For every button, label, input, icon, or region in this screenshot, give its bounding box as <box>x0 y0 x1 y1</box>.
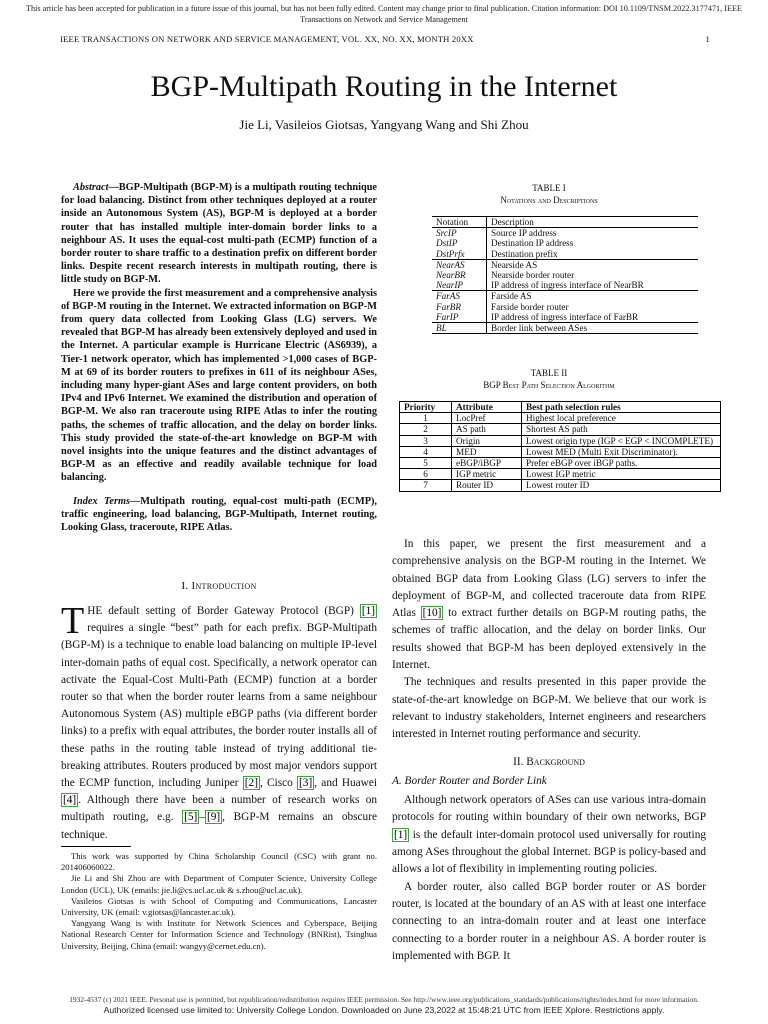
footnotes <box>61 851 377 952</box>
table-row <box>400 424 721 435</box>
table-row <box>432 259 698 270</box>
table2-caption <box>392 367 706 391</box>
intro-text-1: requires a single “best” path for each prefix. BGP-Multipath (BGP-M) is a technique to enable load balancing on multiple IP-level inter-domain paths of equal cost. Specifically, a network operator can activate the Equal-Cost Multi-Path (ECMP) function at a border router so that when the border router learns from a same neighbour Autonomous System (AS) multiple eBGP paths (via different border links) to a prefix with equal attributes, the border router installs all of these paths in the routing table instead of trying additional tie-breaking attributes. Routers produced by most major vendors support the ECMP function, including Juniper <box>61 622 377 790</box>
page-number: 1 <box>705 34 710 44</box>
table-row <box>432 249 698 260</box>
table-cell: Origin <box>452 435 522 446</box>
table-cell: IP address of ingress interface of NearBR <box>491 280 644 291</box>
table-cell: BL <box>432 323 487 334</box>
intro-text-3: , and Huawei <box>314 777 377 790</box>
index-terms-text: —Multipath routing, equal-cost multi-path (ECMP), traffic engineering, load balancing, BGP-Multipath, Internet routing, Looking Glass, traceroute, RIPE Atlas. <box>61 495 377 534</box>
para-text: In this paper, we present the first measurement and a comprehensive analysis on the BGP-M routing in the Internet. We obtained BGP data from Looking Glass (LG) servers to infer the deployment of BGP-M, and collected traceroute data from RIPE Atlas <box>392 538 706 620</box>
citation-link[interactable]: [5] <box>184 811 198 824</box>
table-cell: Border link between ASes <box>487 323 699 334</box>
footnote: Yangyang Wang is with Institute for Network Sciences and Cyberspace, Beijing National Research Center for Information Science and Technology (BNRist), Tsinghua University, Beijing, China (email: wangyy@cernet.edu.cn). <box>61 918 377 951</box>
table-header-row <box>432 217 698 228</box>
table-header-cell: Priority <box>400 402 452 413</box>
table-cell: Farside border router <box>491 301 569 312</box>
right-column-text <box>392 536 706 965</box>
table-cell: 7 <box>400 480 452 491</box>
table-row <box>400 413 721 424</box>
table-row <box>400 480 721 491</box>
table-cell: NearAS <box>432 259 487 270</box>
abstract-p1 <box>61 181 377 287</box>
intro-text-2: , Cisco <box>259 777 298 790</box>
table-cell: eBGP/iBGP <box>452 458 522 469</box>
abstract <box>61 181 377 534</box>
citation-link[interactable]: [10] <box>422 607 442 620</box>
table-cell: SrcIP <box>432 228 487 239</box>
license-footer: Authorized licensed use limited to: University College London. Downloaded on June 23,2022 at 15:48:21 UTC from IEEE Xplore. Restrictions apply. <box>103 1005 665 1015</box>
table-cell: AS path <box>452 424 522 435</box>
table-cell: Destination IP address <box>491 238 574 249</box>
footnote: This work was supported by China Scholarship Council (CSC) with grant no. 201406060022. <box>61 851 377 873</box>
table-cell: 4 <box>400 446 452 457</box>
paragraph <box>392 792 706 878</box>
paragraph <box>392 536 706 674</box>
best-path-table <box>399 401 721 492</box>
citation-link[interactable]: [9] <box>206 811 221 824</box>
table-cell: FarIP <box>432 312 487 323</box>
table-cell: IP address of ingress interface of FarBR <box>491 311 639 322</box>
publication-notice: This article has been accepted for publication in a future issue of this journal, but has not been fully edited. Content may change prior to final publication. Citation information: DOI 10.1109/TNSM.2022.3177471, IEEE Transactions on Network and Service Management <box>26 4 742 24</box>
section-introduction-heading: I. Introduction <box>181 580 257 592</box>
table-cell: 6 <box>400 469 452 480</box>
running-head <box>60 34 710 44</box>
table-row <box>432 238 698 248</box>
paper-authors: Jie Li, Vasileios Giotsas, Yangyang Wang and Shi Zhou <box>239 117 529 132</box>
abstract-label: Abstract <box>73 182 109 193</box>
table-cell: Lowest MED (Multi Exit Discriminator). <box>522 446 721 457</box>
table-cell: Router ID <box>452 480 522 491</box>
table-cell: 2 <box>400 424 452 435</box>
intro-text-4: . Although there have been a number of research works on multipath routing, e.g. <box>61 794 377 824</box>
table1-label: TABLE I <box>532 183 566 193</box>
table-cell: 3 <box>400 435 452 446</box>
table-row <box>400 469 721 480</box>
table-row <box>400 446 721 457</box>
footnote: Vasileios Giotsas is with School of Computing and Communications, Lancaster University, UK (email: v.giotsas@lancaster.ac.uk). <box>61 895 377 918</box>
table-row <box>400 435 721 446</box>
table-row <box>432 291 698 302</box>
table-cell: Nearside AS <box>487 259 699 270</box>
table-header-cell: Notation <box>432 217 487 228</box>
footnote-rule <box>61 846 131 847</box>
table-header-row <box>400 402 721 413</box>
table-cell: NearBR <box>432 270 487 280</box>
table-cell: NearIP <box>432 280 487 291</box>
index-terms-label: Index Terms <box>73 495 130 507</box>
intro-text-5: – <box>199 811 205 824</box>
table-cell: 1 <box>400 413 452 424</box>
section-background-heading: II. Background <box>513 755 585 768</box>
introduction-text <box>61 600 377 844</box>
table-row <box>432 312 698 323</box>
intro-text-lead: HE default setting of Border Gateway Protocol (BGP) <box>87 605 360 617</box>
table-cell: FarBR <box>432 302 487 312</box>
table2-label: TABLE II <box>530 368 568 378</box>
table-row <box>432 228 698 239</box>
intro-text-6: , BGP-M remains an obscure technique. <box>61 811 377 841</box>
para-text: Although network operators of ASes can use various intra-domain protocols for routing within boundary of their own networks, BGP <box>392 794 706 824</box>
table-cell: DstIP <box>432 238 487 248</box>
table-row <box>432 280 698 291</box>
table-cell: Shortest AS path <box>522 424 721 435</box>
table1-caption <box>392 182 706 206</box>
paragraph: The techniques and results presented in this paper provide the state-of-the-art knowledge on BGP-M. We believe that our work is relevant to industry stakeholders, Internet engineers and researchers interested in Internet routing performance and security. <box>392 676 706 741</box>
table2-title: BGP Best Path Selection Algorithm <box>483 380 615 390</box>
table-cell: IGP metric <box>452 469 522 480</box>
paper-title: BGP-Multipath Routing in the Internet <box>150 70 618 103</box>
table-cell: Farside AS <box>487 291 699 302</box>
drop-cap: T <box>61 600 85 642</box>
index-terms <box>61 495 377 535</box>
table-cell: DstPrfx <box>432 249 487 260</box>
abstract-text-1: —BGP-Multipath (BGP-M) is a multipath routing technique for load balancing. Distinct from other techniques deployed at a router inside an Autonomous System (AS), BGP-M is deployed at a border router that has installed multiple inter-domain border links to a neighbour AS. It uses the equal-cost multi-path (ECMP) function of a border router to share traffic to a destination prefix on different border links. Despite recent research interests in multipath routing, there is little study on BGP-M. <box>61 182 377 286</box>
table-cell: Lowest origin type (IGP < EGP < INCOMPLETE) <box>522 435 721 446</box>
table-row <box>432 323 698 334</box>
table-cell: Destination prefix <box>491 248 558 259</box>
copyright-footer: 1932-4537 (c) 2021 IEEE. Personal use is permitted, but republication/redistribution requires IEEE permission. See http://www.ieee.org/publications_standards/publications/rights/index.html for more information. <box>69 995 699 1004</box>
table-cell: Nearside border router <box>491 270 575 281</box>
para-text: is the default inter-domain protocol used universally for routing among ASes throughout the global Internet. BGP is policy-based and allows a lot of flexibility in implementing routing policies. <box>392 828 706 876</box>
table-cell: 5 <box>400 458 452 469</box>
citation-link[interactable]: [1] <box>361 605 375 617</box>
table-cell: FarAS <box>432 291 487 302</box>
citation-link[interactable]: [2] <box>244 777 258 790</box>
subsection-heading: A. Border Router and Border Link <box>392 774 547 787</box>
abstract-p2: Here we provide the first measurement and a comprehensive analysis of BGP-M routing in the Internet. We extracted information on BGP-M from query data collected from Looking Glass (LG) servers. We revealed that BGP-M has already been extensively deployed and used in the Internet. A particular example is Hurricane Electric (AS6939), a Tier-1 network operator, which has implemented >1,000 cases of BGP-M at 69 of its border routers to prefixes in 611 of its neighbour ASes, including many hyper-giant ASes and large content providers, on both IPv4 and IPv6 Internet. We examined the distribution and operation of BGP-M. We also ran traceroute using RIPE Atlas to infer the routing paths, the schemes of traffic allocation, and the delay on border links. This study provided the state-of-the-art knowledge on BGP-M with novel insights into the unique features and the distinct advantages of BGP-M as an effective and readily available technique for load balancing. <box>61 287 377 484</box>
footnote: Jie Li and Shi Zhou are with Department of Computer Science, University College London (UCL), UK (emails: jie.li@cs.ucl.ac.uk & s.zhou@ucl.ac.uk). <box>61 873 377 895</box>
table-cell: Lowest router ID <box>522 480 721 491</box>
citation-link[interactable]: [1] <box>394 828 408 841</box>
journal-header: IEEE TRANSACTIONS ON NETWORK AND SERVICE MANAGEMENT, VOL. XX, NO. XX, MONTH 20XX <box>60 34 474 44</box>
table-row <box>432 302 698 312</box>
table-cell: Prefer eBGP over iBGP paths. <box>522 458 721 469</box>
table-row <box>400 458 721 469</box>
table-header-cell: Best path selection rules <box>522 402 721 413</box>
table-cell: LocPref <box>452 413 522 424</box>
citation-link[interactable]: [4] <box>63 794 77 807</box>
table-row <box>432 270 698 280</box>
para-text: to extract further details on BGP-M routing paths, the schemes of traffic allocation, and the delay on border links. Our results showed that BGP-M has been deployed extensively in the Internet. <box>392 607 707 672</box>
table-cell: Source IP address <box>491 228 557 239</box>
table-header-cell: Description <box>487 217 699 228</box>
table1-title: Notations and Descriptions <box>500 195 598 205</box>
paragraph: A border router, also called BGP border router or AS border router, is located at the boundary of an AS with at least one interface connecting to an intra-domain router and at least one interface connecting to a border router in a neighbour AS. A border router is implemented with BGP. It <box>392 880 706 962</box>
notations-table <box>432 216 698 334</box>
table-header-cell: Attribute <box>452 402 522 413</box>
table-cell: Highest local preference <box>522 413 721 424</box>
citation-link[interactable]: [3] <box>299 777 313 790</box>
table-cell: MED <box>452 446 522 457</box>
table-cell: Lowest IGP metric <box>522 469 721 480</box>
